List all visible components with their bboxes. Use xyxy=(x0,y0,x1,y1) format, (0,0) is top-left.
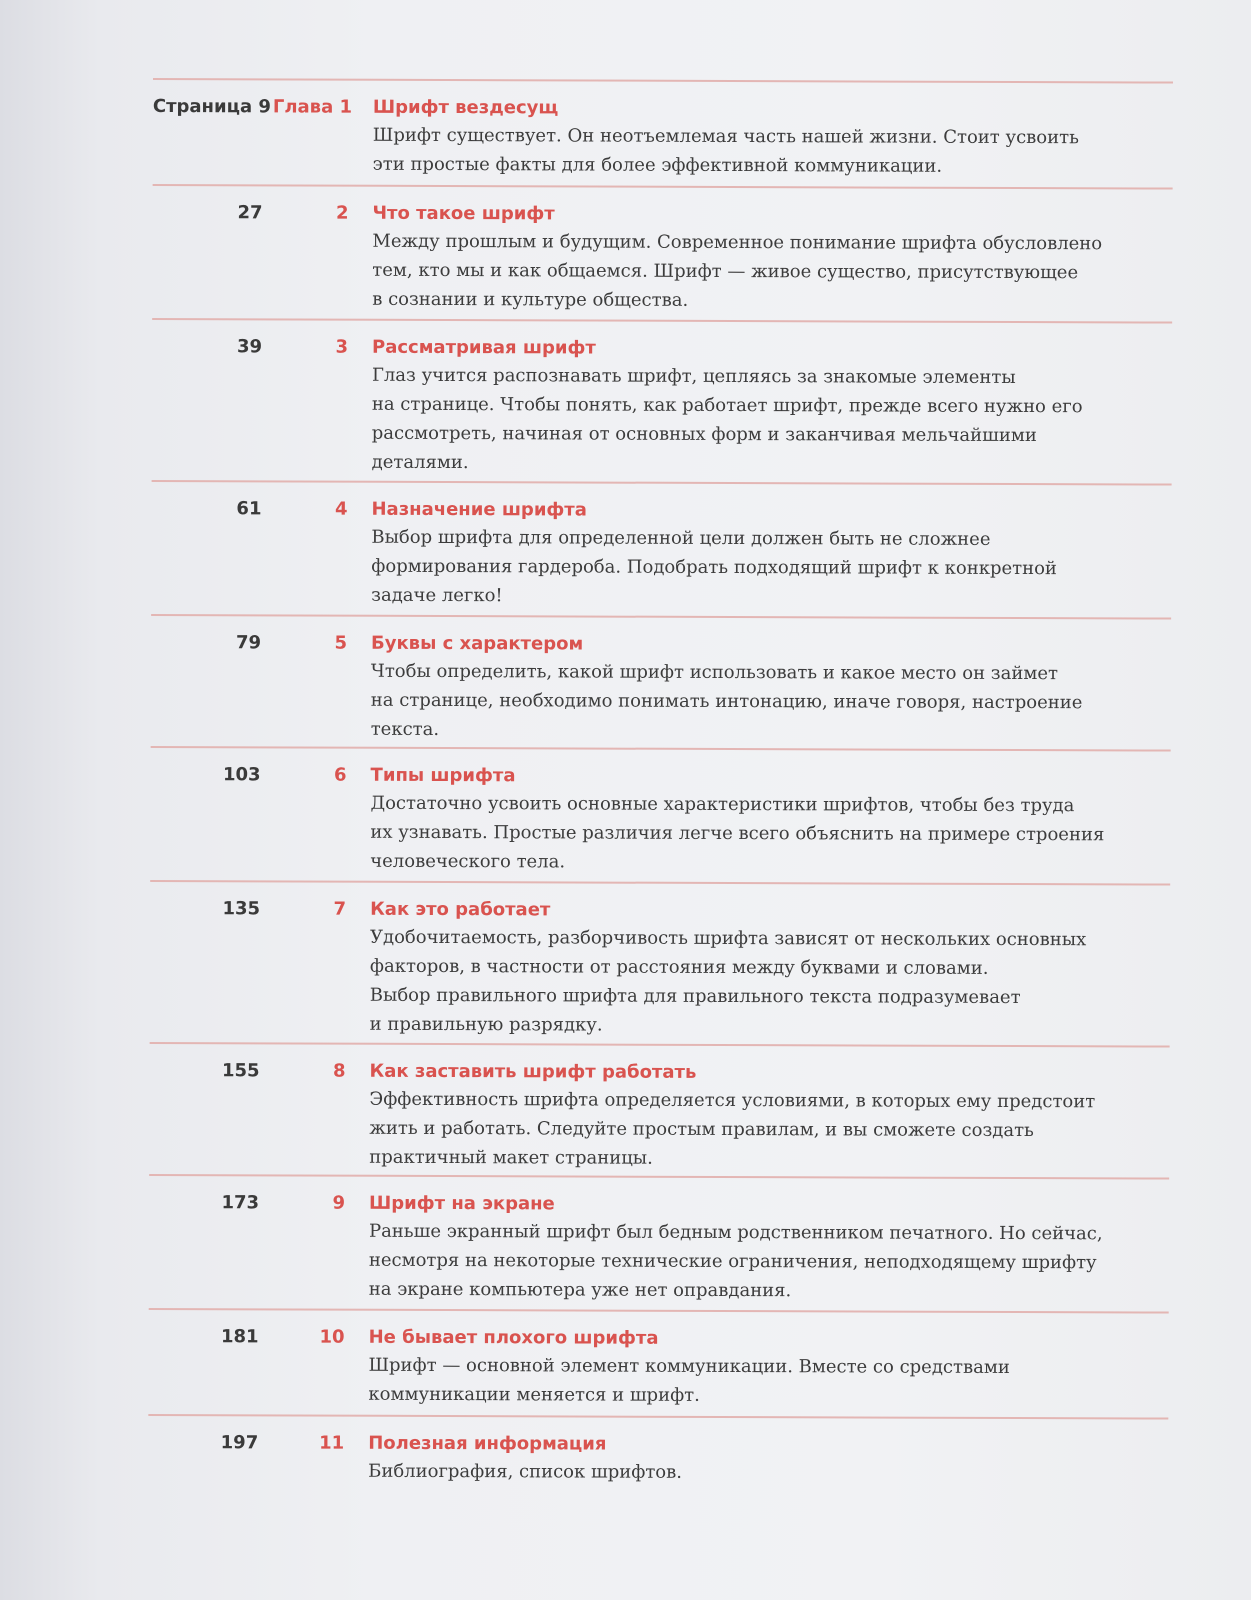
page-number: 103 xyxy=(222,764,261,786)
chapter-title: Как это работает xyxy=(370,898,551,921)
entry-text xyxy=(369,1191,1149,1307)
chapter-description xyxy=(368,1457,1148,1489)
entry-text xyxy=(373,95,1153,182)
chapter-description xyxy=(373,121,1153,182)
page-number: 61 xyxy=(236,498,262,520)
toc-entry xyxy=(149,1174,1169,1312)
chapter-description xyxy=(368,1351,1148,1412)
description-line: Шрифт — основной элемент коммуникации. Вместе со средствами xyxy=(368,1354,1010,1378)
description-line: в сознании и культуре общества. xyxy=(372,288,689,311)
chapter-title: Буквы с характером xyxy=(370,632,584,655)
chapter-description xyxy=(372,361,1152,480)
page-number: 155 xyxy=(221,1060,260,1082)
chapter-number: 4 xyxy=(334,498,348,520)
page-number: Страница 9 xyxy=(152,95,271,118)
chapter-title: Не бывает плохого шрифта xyxy=(368,1326,659,1349)
page-number: 173 xyxy=(221,1192,260,1214)
description-line: эти простые факты для более эффективной коммуникации. xyxy=(372,153,943,177)
description-line: деталями. xyxy=(371,451,469,474)
entry-text xyxy=(371,497,1151,613)
toc-entry xyxy=(151,480,1171,618)
chapter-number: 2 xyxy=(335,202,349,224)
entry-text xyxy=(371,631,1151,747)
description-line: задаче легко! xyxy=(371,584,503,607)
chapter-number: Глава 1 xyxy=(272,96,353,118)
chapter-number: 7 xyxy=(333,898,347,920)
page-number: 197 xyxy=(220,1432,259,1454)
chapter-description xyxy=(369,1085,1149,1175)
page-number: 27 xyxy=(237,202,263,224)
description-line: Достаточно усвоить основные характеристики шрифтов, чтобы без труда xyxy=(370,792,1075,817)
toc-entry xyxy=(153,78,1173,188)
description-line: Раньше экранный шрифт был бедным родственником печатного. Но сейчас, xyxy=(368,1220,1103,1245)
chapter-title: Назначение шрифта xyxy=(371,498,587,521)
entry-text xyxy=(369,1059,1149,1175)
toc-entry xyxy=(149,1042,1169,1178)
chapter-title: Что такое шрифт xyxy=(372,202,555,225)
description-line: рассмотреть, начиная от основных форм и заканчивая мельчайшими xyxy=(371,422,1037,447)
chapter-description xyxy=(371,657,1151,747)
entry-text xyxy=(372,201,1152,317)
description-line: Чтобы определить, какой шрифт использовать и какое место он займет xyxy=(370,660,1059,685)
description-line: практичный макет страницы. xyxy=(369,1146,653,1169)
description-line: несмотря на некоторые технические ограничения, неподходящему шрифту xyxy=(368,1249,1097,1274)
page-number: 181 xyxy=(220,1326,259,1348)
chapter-number: 8 xyxy=(332,1060,346,1082)
chapter-number: 5 xyxy=(334,632,348,654)
description-line: Между прошлым и будущим. Современное понимание шрифта обусловлено xyxy=(372,230,1103,255)
chapter-title: Полезная информация xyxy=(368,1432,607,1455)
toc-entry xyxy=(152,184,1172,322)
entry-text xyxy=(372,335,1152,480)
page-number: 39 xyxy=(236,336,263,358)
chapter-title: Типы шрифта xyxy=(370,764,516,787)
chapter-description xyxy=(369,1217,1149,1307)
description-line: и правильную разрядку. xyxy=(369,1013,603,1036)
description-line: тем, кто мы и как общаемся. Шрифт — живое существо, присутствующее xyxy=(372,259,1079,284)
chapter-title: Рассматривая шрифт xyxy=(372,336,596,359)
table-of-contents xyxy=(148,78,1173,1498)
description-line: на странице, необходимо понимать интонацию, иначе говоря, настроение xyxy=(370,689,1083,714)
description-line: жить и работать. Следуйте простым правилам, и вы сможете создать xyxy=(369,1117,1034,1142)
chapter-number: 11 xyxy=(319,1432,345,1454)
toc-entry xyxy=(151,614,1171,750)
description-line: Удобочитаемость, разборчивость шрифта зависят от нескольких основных xyxy=(369,926,1087,951)
chapter-title: Как заставить шрифт работать xyxy=(369,1060,697,1083)
description-line: коммуникации меняется и шрифт. xyxy=(368,1383,700,1406)
description-line: на экране компьютера уже нет оправдания. xyxy=(368,1278,792,1302)
entry-text xyxy=(370,763,1150,879)
toc-entry xyxy=(148,1414,1168,1498)
description-line: на странице. Чтобы понять, как работает шрифт, прежде всего нужно его xyxy=(371,393,1083,418)
entry-text xyxy=(370,897,1150,1042)
chapter-description xyxy=(370,923,1150,1042)
description-line: текста. xyxy=(370,718,440,741)
toc-entry xyxy=(150,746,1170,884)
toc-entry xyxy=(148,1308,1168,1418)
description-line: Глаз учится распознавать шрифт, цепляясь за знакомые элементы xyxy=(371,364,1016,389)
entry-text xyxy=(368,1325,1148,1412)
chapter-title: Шрифт вездесущ xyxy=(372,96,559,119)
description-line: факторов, в частности от расстояния между буквами и словами. xyxy=(369,955,989,979)
chapter-number: 9 xyxy=(332,1192,346,1214)
chapter-number: 3 xyxy=(335,336,349,358)
chapter-number: 10 xyxy=(319,1326,345,1348)
description-line: Выбор шрифта для определенной цели должен быть не сложнее xyxy=(371,526,991,550)
chapter-number: 6 xyxy=(333,764,347,786)
description-line: Эффективность шрифта определяется условиями, в которых ему предстоит xyxy=(369,1088,1096,1113)
page-number: 135 xyxy=(222,898,261,920)
chapter-description xyxy=(370,789,1150,879)
description-line: человеческого тела. xyxy=(370,850,566,873)
description-line: их узнавать. Простые различия легче всего объяснить на примере строения xyxy=(370,821,1105,846)
chapter-description xyxy=(372,227,1152,317)
toc-entry xyxy=(150,880,1171,1046)
chapter-description xyxy=(371,523,1151,613)
toc-entry xyxy=(152,318,1173,484)
chapter-title: Шрифт на экране xyxy=(369,1192,555,1215)
page-number: 79 xyxy=(235,632,262,654)
description-line: Выбор правильного шрифта для правильного текста подразумевает xyxy=(369,984,1021,1009)
entry-text xyxy=(368,1431,1148,1489)
description-line: формирования гардероба. Подобрать подходящий шрифт к конкретной xyxy=(371,555,1057,580)
description-line: Шрифт существует. Он неотъемлемая часть нашей жизни. Стоит усвоить xyxy=(372,124,1079,149)
description-line: Библиография, список шрифтов. xyxy=(368,1460,683,1483)
